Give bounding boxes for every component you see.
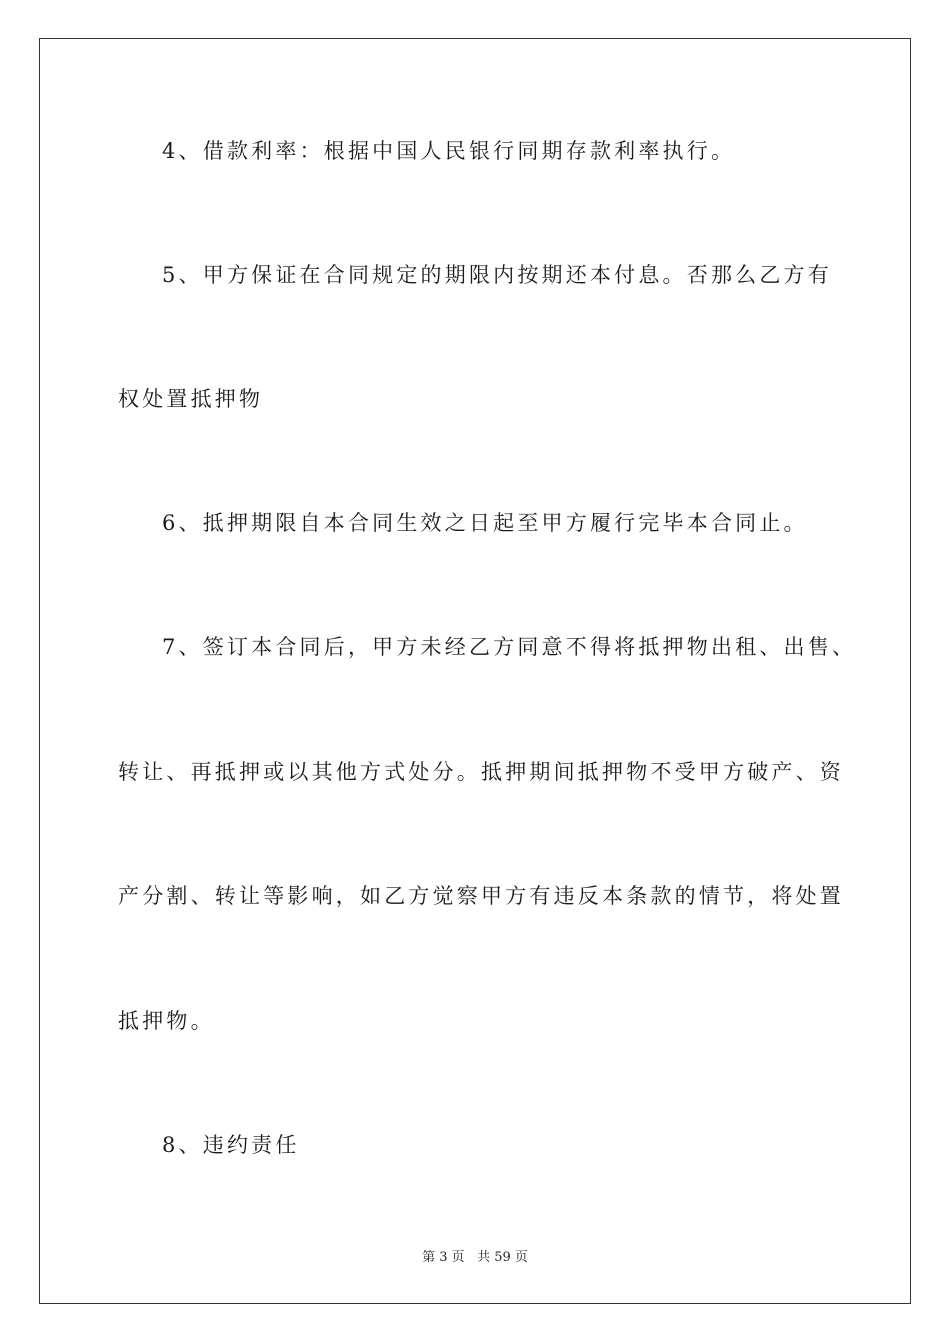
- clause-7-line-2: 转让、再抵押或以其他方式处分。抵押期间抵押物不受甲方破产、资: [118, 760, 844, 784]
- total-pages: 共 59 页: [477, 1250, 528, 1265]
- clause-7-line-4: 抵押物。: [118, 1009, 215, 1033]
- page-footer: [0, 1246, 950, 1265]
- page-border: [39, 38, 911, 1304]
- clause-6-line: 6、抵押期限自本合同生效之日起至甲方履行完毕本合同止。: [162, 511, 808, 535]
- clause-7-line-1: 7、签订本合同后，甲方未经乙方同意不得将抵押物出租、出售、: [162, 635, 857, 659]
- clause-5-line-1: 5、甲方保证在合同规定的期限内按期还本付息。否那么乙方有: [162, 263, 832, 287]
- clause-8-heading: 8、违约责任: [162, 1133, 300, 1157]
- clause-5-line-2: 权处置抵押物: [118, 387, 264, 411]
- clause-4-line: 4、借款利率：根据中国人民银行同期存款利率执行。: [162, 139, 736, 163]
- page-number: 第 3 页: [422, 1250, 465, 1265]
- clause-7-line-3: 产分割、转让等影响，如乙方觉察甲方有违反本条款的情节，将处置: [118, 884, 844, 908]
